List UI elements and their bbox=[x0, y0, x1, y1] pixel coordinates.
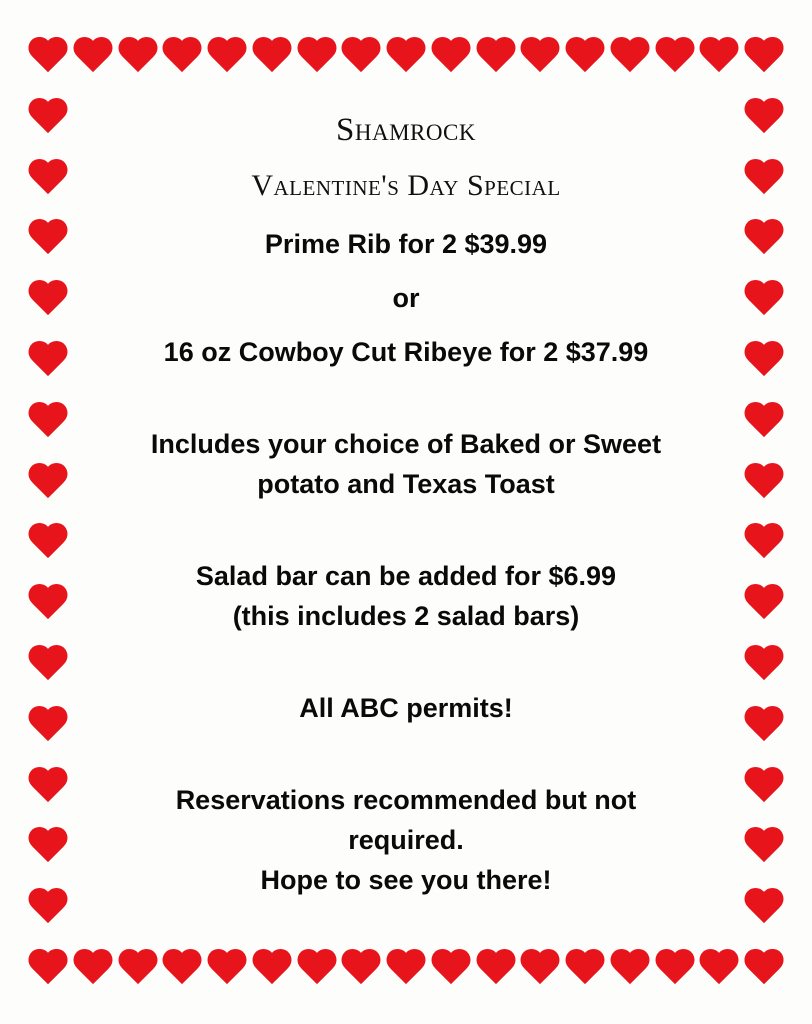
heart-icon bbox=[26, 583, 70, 623]
heart-icon bbox=[429, 948, 473, 988]
flyer-content bbox=[96, 96, 716, 936]
heart-icon bbox=[608, 948, 652, 988]
heart-icon bbox=[608, 36, 652, 76]
heart-icon bbox=[26, 218, 70, 258]
heart-icon bbox=[26, 522, 70, 562]
heart-icon bbox=[742, 705, 786, 745]
heart-icon bbox=[339, 36, 383, 76]
heart-icon bbox=[742, 158, 786, 198]
heart-icon bbox=[26, 401, 70, 441]
heart-border-left bbox=[26, 36, 70, 988]
occasion-title: Valentine's Day Special bbox=[251, 169, 561, 202]
heart-icon bbox=[742, 218, 786, 258]
spacer bbox=[96, 636, 716, 688]
heart-icon bbox=[518, 948, 562, 988]
spacer bbox=[96, 504, 716, 556]
heart-icon bbox=[26, 158, 70, 198]
heart-icon bbox=[742, 583, 786, 623]
heart-icon bbox=[26, 766, 70, 806]
heart-icon bbox=[250, 948, 294, 988]
heart-icon bbox=[250, 36, 294, 76]
reservations-line-2: required. bbox=[348, 825, 464, 855]
includes-line-2: potato and Texas Toast bbox=[257, 469, 555, 499]
heart-icon bbox=[742, 826, 786, 866]
heart-icon bbox=[26, 948, 70, 988]
heart-icon bbox=[742, 887, 786, 927]
heart-icon bbox=[384, 36, 428, 76]
heart-icon bbox=[474, 948, 518, 988]
spacer bbox=[96, 728, 716, 780]
heart-icon bbox=[742, 97, 786, 137]
offer-separator: or bbox=[392, 283, 420, 313]
offer-ribeye: 16 oz Cowboy Cut Ribeye for 2 $37.99 bbox=[163, 337, 649, 367]
business-name: Shamrock bbox=[336, 112, 476, 148]
permits-note: All ABC permits! bbox=[299, 693, 513, 723]
heart-icon bbox=[160, 36, 204, 76]
offer-prime-rib: Prime Rib for 2 $39.99 bbox=[264, 229, 548, 259]
reservations-line-1: Reservations recommended but not bbox=[175, 785, 637, 815]
heart-icon bbox=[429, 36, 473, 76]
closing-block bbox=[96, 780, 716, 900]
heart-icon bbox=[26, 705, 70, 745]
heart-icon bbox=[742, 522, 786, 562]
heart-icon bbox=[71, 948, 115, 988]
spacer bbox=[96, 372, 716, 424]
heart-icon bbox=[563, 948, 607, 988]
heart-icon bbox=[742, 462, 786, 502]
heart-icon bbox=[26, 644, 70, 684]
salad-bar-price: Salad bar can be added for $6.99 bbox=[195, 561, 617, 591]
heart-icon bbox=[697, 948, 741, 988]
heart-icon bbox=[653, 948, 697, 988]
heart-icon bbox=[742, 948, 786, 988]
heart-icon bbox=[742, 401, 786, 441]
heart-icon bbox=[339, 948, 383, 988]
heart-icon bbox=[116, 948, 160, 988]
heart-icon bbox=[563, 36, 607, 76]
heart-icon bbox=[742, 340, 786, 380]
heart-icon bbox=[116, 36, 160, 76]
heart-icon bbox=[742, 766, 786, 806]
heart-border-top bbox=[26, 36, 786, 76]
heart-icon bbox=[26, 279, 70, 319]
heart-icon bbox=[653, 36, 697, 76]
heart-icon bbox=[518, 36, 562, 76]
includes-block bbox=[96, 424, 716, 504]
heart-icon bbox=[26, 887, 70, 927]
heart-border-bottom bbox=[26, 948, 786, 988]
heart-icon bbox=[742, 279, 786, 319]
salad-bar-block bbox=[96, 556, 716, 636]
heart-icon bbox=[26, 36, 70, 76]
heart-icon bbox=[71, 36, 115, 76]
closing-greeting: Hope to see you there! bbox=[260, 865, 552, 895]
heart-icon bbox=[26, 826, 70, 866]
heart-icon bbox=[295, 36, 339, 76]
heart-icon bbox=[26, 97, 70, 137]
includes-line-1: Includes your choice of Baked or Sweet bbox=[150, 429, 662, 459]
heart-icon bbox=[26, 340, 70, 380]
offers-block bbox=[96, 224, 716, 372]
heart-icon bbox=[26, 462, 70, 502]
heart-icon bbox=[160, 948, 204, 988]
heart-icon bbox=[295, 948, 339, 988]
heart-icon bbox=[742, 36, 786, 76]
heart-icon bbox=[474, 36, 518, 76]
heart-icon bbox=[742, 644, 786, 684]
heart-icon bbox=[205, 36, 249, 76]
heart-border-right bbox=[742, 36, 786, 988]
salad-bar-note: (this includes 2 salad bars) bbox=[232, 601, 580, 631]
heart-icon bbox=[697, 36, 741, 76]
heart-icon bbox=[384, 948, 428, 988]
heart-icon bbox=[205, 948, 249, 988]
